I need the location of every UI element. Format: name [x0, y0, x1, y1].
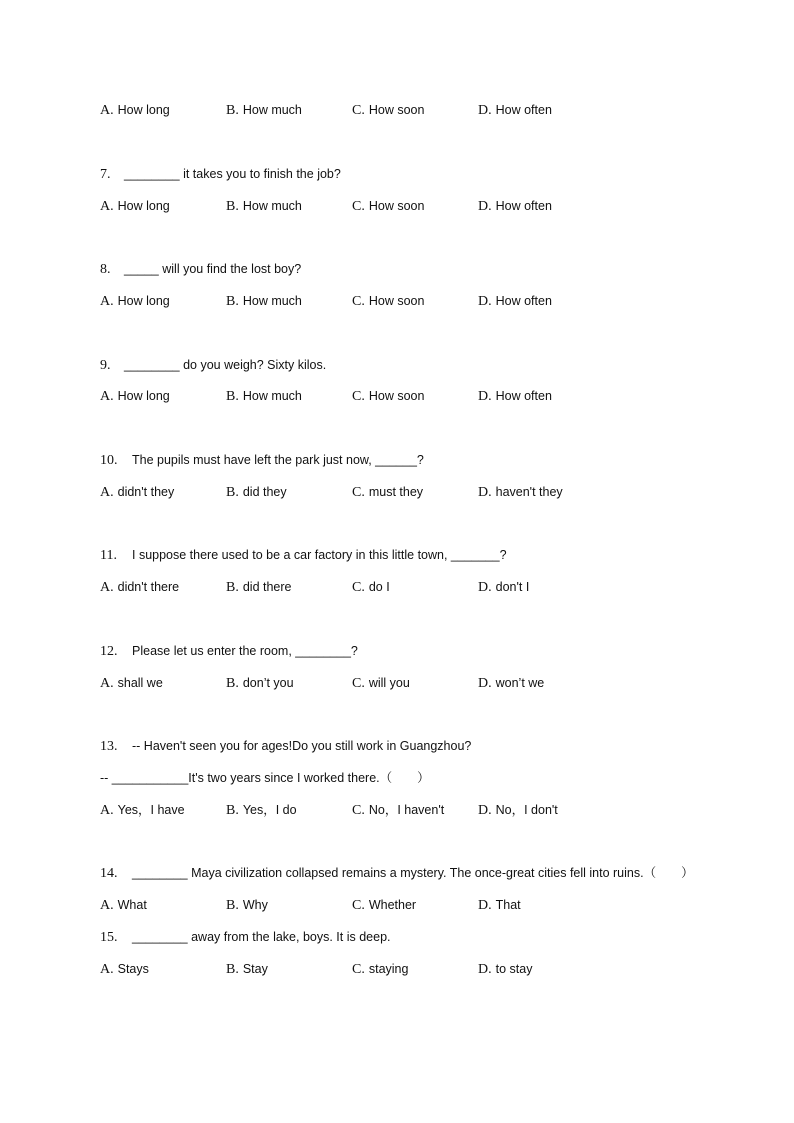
option-b: B. did there	[226, 580, 292, 595]
question-stem-line2: -- ___________It's two years since I worked there.（ ）	[100, 771, 430, 785]
option-c: C. must they	[352, 485, 424, 500]
option-a: A. shall we	[100, 676, 163, 691]
option-c: C. Whether	[352, 898, 417, 913]
option-d: D. don't I	[478, 580, 530, 595]
option-b: B. How much	[226, 103, 302, 118]
option-d: D. haven't they	[478, 485, 563, 500]
option-a: A. didn't there	[100, 580, 180, 595]
question-stem: 15. ________ away from the lake, boys. It is deep.	[100, 930, 391, 945]
option-d: D. How often	[478, 389, 552, 404]
option-a: A. didn't they	[100, 485, 175, 500]
question-stem: 10. The pupils must have left the park just now, ______?	[100, 453, 424, 468]
option-c: C. How soon	[352, 294, 425, 309]
option-b: B. How much	[226, 199, 302, 214]
option-c: C. How soon	[352, 389, 425, 404]
option-c: C. How soon	[352, 199, 425, 214]
question-stem: 11. I suppose there used to be a car factory in this little town, _______?	[100, 548, 507, 563]
option-c: C. How soon	[352, 103, 425, 118]
option-b: B. How much	[226, 294, 302, 309]
option-b: B. Why	[226, 898, 268, 913]
option-b: B. Yes，I do	[226, 803, 297, 818]
option-d: D. to stay	[478, 962, 533, 977]
question-stem: 13. -- Haven't seen you for ages!Do you still work in Guangzhou?	[100, 739, 472, 754]
option-a: A. How long	[100, 103, 170, 118]
option-c: C. staying	[352, 962, 409, 977]
option-d: D. How often	[478, 199, 552, 214]
option-a: A. Stays	[100, 962, 149, 977]
option-a: A. What	[100, 898, 147, 913]
question-stem: 12. Please let us enter the room, ________?	[100, 644, 358, 659]
question-stem: 9. ________ do you weigh? Sixty kilos.	[100, 358, 327, 373]
option-d: D. How often	[478, 103, 552, 118]
question-stem: 7. ________ it takes you to finish the job?	[100, 167, 341, 182]
option-b: B. How much	[226, 389, 302, 404]
option-b: B. did they	[226, 485, 287, 500]
option-d: D. No，I don't	[478, 803, 558, 818]
question-stem: 14. ________ Maya civilization collapsed remains a mystery. The once-great cities fell into ruins.（ ）	[100, 866, 694, 881]
option-b: B. Stay	[226, 962, 268, 977]
option-c: C. do I	[352, 580, 390, 595]
option-c: C. No，I haven't	[352, 803, 445, 818]
option-a: A. How long	[100, 199, 170, 214]
option-d: D. How often	[478, 294, 552, 309]
option-d: D. That	[478, 898, 521, 913]
option-a: A. How long	[100, 389, 170, 404]
question-stem: 8. _____ will you find the lost boy?	[100, 262, 302, 277]
option-a: A. Yes，I have	[100, 803, 185, 818]
option-d: D. won’t we	[478, 676, 545, 691]
option-a: A. How long	[100, 294, 170, 309]
option-c: C. will you	[352, 676, 410, 691]
option-b: B. don’t you	[226, 676, 294, 691]
